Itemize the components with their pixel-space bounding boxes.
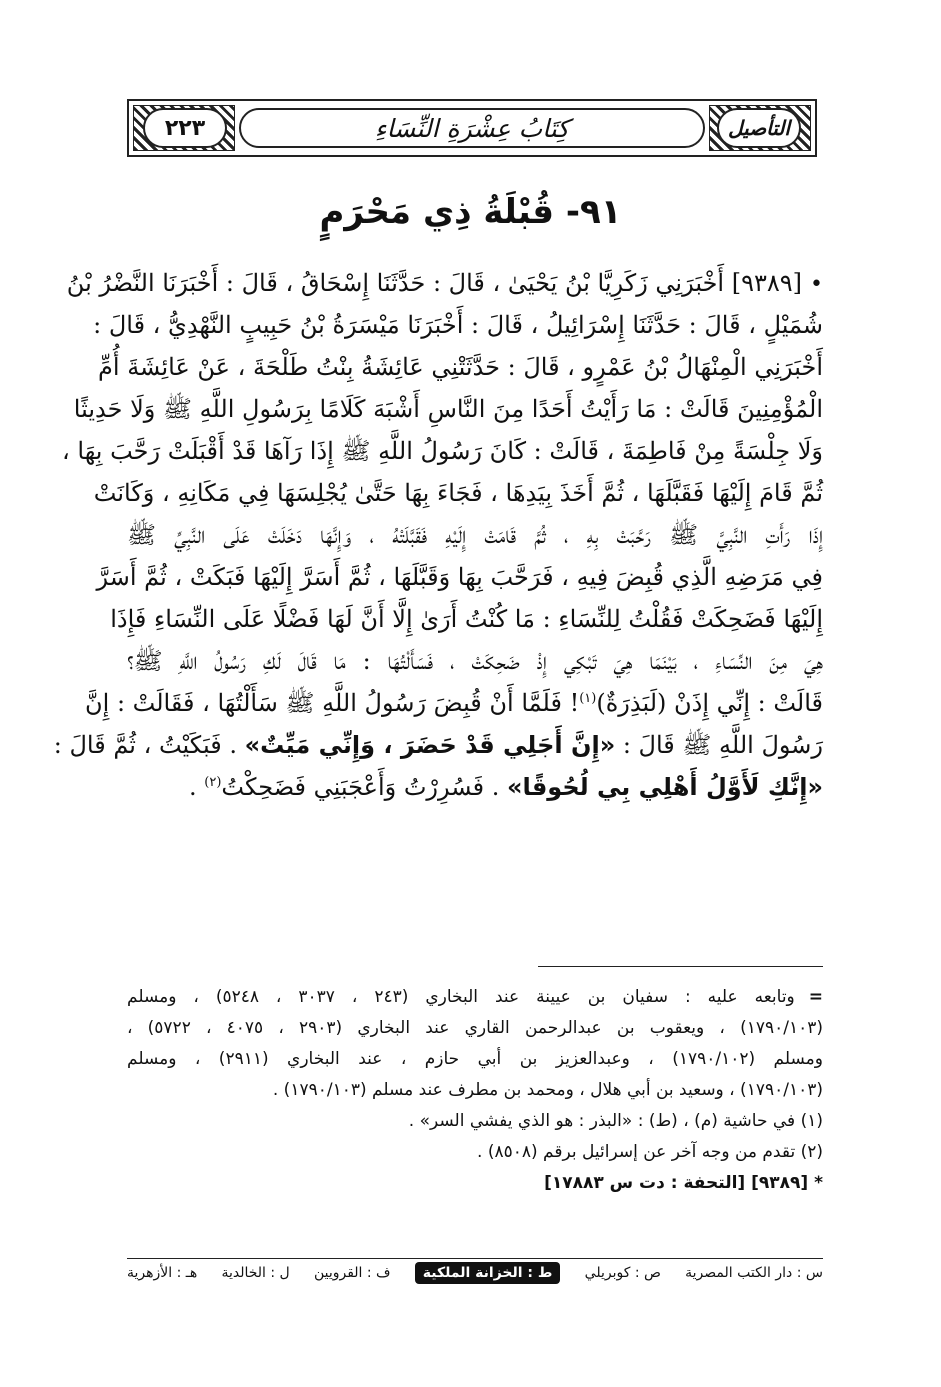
footnote-1: (١) في حاشية (م) ، (ط) : «البذر : هو الذي يفشي السر» . bbox=[408, 1111, 823, 1131]
page-number-cartouche bbox=[143, 108, 227, 148]
legend-item: س : دار الكتب المصرية bbox=[685, 1265, 823, 1281]
tuhfa-reference: * [٩٣٨٩] [التحفة : دت س ١٧٨٨٣] bbox=[544, 1173, 823, 1193]
running-header bbox=[127, 99, 817, 157]
logo-text: التأصيل bbox=[728, 116, 790, 140]
publisher-logo bbox=[717, 108, 801, 148]
footnote-line: (١٧٩٠/١٠٣) ، وسعيد بن أبي هلال ، ومحمد بن مطرف عند مسلم (١٧٩٠/١٠٣) . bbox=[272, 1080, 823, 1100]
text-line: إِذَا رَأَتِ النَّبِيَّ ﷺ رَحَّبَتْ بِهِ ، ثُمَّ قَامَتْ إِلَيْهِ فَقَبَّلَتْهُ ، وَإِنَّهَا دَخَلَتْ عَلَى النَّبِيِّ ﷺ bbox=[127, 521, 823, 549]
footnote-ref[interactable]: (١) bbox=[579, 691, 597, 706]
footnote-line: ومسلم (١٧٩٠/١٠٢) ، وعبدالعزيز بن أبي حازم ، عند البخاري (٢٩١١) ، ومسلم bbox=[127, 1049, 823, 1069]
page-number: ٢٢٣ bbox=[164, 115, 206, 141]
continuation-mark: = bbox=[808, 987, 824, 1007]
text-line: ثُمَّ قَامَ إِلَيْهَا فَقَبَّلَهَا ، ثُمَّ أَخَذَ بِيَدِهَا ، فَجَاءَ بِهَا حَتَّىٰ يُجْلِسَهَا فِي مَكَانِهِ ، وَكَانَتْ bbox=[93, 479, 823, 507]
footnote-line: (١٧٩٠/١٠٣) ، ويعقوب بن عبدالرحمن القاري عند البخاري (٢٩٠٣ ، ٤٠٧٥ ، ٥٧٢٢) ، bbox=[127, 1018, 823, 1038]
legend-item: هـ : الأزهرية bbox=[127, 1265, 198, 1281]
legend-item: ص : كوبريلي bbox=[584, 1265, 661, 1281]
footnote-ref[interactable]: (٢) bbox=[204, 775, 222, 790]
footnote-separator bbox=[538, 966, 823, 967]
text-line: هِيَ مِنَ النِّسَاءِ ، بَيْنَمَا هِيَ تَبْكِي إِذْ ضَحِكَتْ ، فَسَأَلْتُهَا : مَا قَالَ لَكِ رَسُولُ اللَّهِ ﷺ؟ bbox=[127, 647, 823, 675]
text-line: الْمُؤْمِنِينَ قَالَتْ : مَا رَأَيْتُ أَحَدًا مِنَ النَّاسِ أَشْبَهَ كَلَامًا بِرَسُولِ اللَّهِ ﷺ وَلَا حَدِيثًا bbox=[73, 395, 823, 423]
running-title: كِتَابُ عِشْرَةِ النِّسَاءِ bbox=[374, 113, 570, 143]
text-line: شُمَيْلٍ ، قَالَ : حَدَّثَنَا إِسْرَائِيلُ ، قَالَ : أَخْبَرَنَا مَيْسَرَةُ بْنُ حَبِيبٍ النَّهْدِيُّ ، قَالَ : bbox=[93, 311, 823, 339]
legend-item: ف : القرويين bbox=[313, 1265, 391, 1281]
prophetic-quote: «إِنَّ أَجَلِي قَدْ حَضَرَ ، وَإِنِّي مَيِّتٌ» bbox=[244, 731, 616, 759]
footer-rule bbox=[127, 1258, 823, 1259]
text-line: وَلَا جِلْسَةً مِنْ فَاطِمَةَ ، قَالَتْ : كَانَ رَسُولُ اللَّهِ ﷺ إِذَا رَآهَا قَدْ أَقْبَلَتْ رَحَّبَ بِهَا ، bbox=[62, 437, 823, 465]
text-line: أَخْبَرَنِي الْمِنْهَالُ بْنُ عَمْرٍو ، قَالَ : حَدَّثَتْنِي عَائِشَةُ بِنْتُ طَلْحَةَ ، عَنْ عَائِشَةَ أُمِّ bbox=[98, 353, 823, 381]
text-line: فِي مَرَضِهِ الَّذِي قُبِضَ فِيهِ ، فَرَحَّبَ بِهَا وَقَبَّلَهَا ، ثُمَّ أَسَرَّ إِلَيْهَا فَبَكَتْ ، ثُمَّ أَسَرَّ bbox=[96, 563, 823, 591]
text-line: «إِنَّكِ لَأَوَّلُ أَهْلِي بِي لُحُوقًا» . فَسُرِرْتُ وَأَعْجَبَنِي فَضَحِكْتُ$^{(٢)}$ . bbox=[189, 773, 823, 801]
text-line: إِلَيْهَا فَضَحِكَتْ فَقُلْتُ لِلنِّسَاءِ : مَا كُنْتُ أَرَىٰ إِلَّا أَنَّ لَهَا فَضْلًا عَلَى النِّسَاءِ فَإِذَا bbox=[110, 605, 823, 633]
footnote-line: =وتابعه عليه : سفيان بن عيينة عند البخاري (٢٤٣ ، ٣٠٣٧ ، ٥٢٤٨) ، ومسلم bbox=[127, 982, 823, 1013]
running-title-cartouche bbox=[239, 108, 705, 148]
footnote-2: (٢) تقدم من وجه آخر عن إسرائيل برقم (٨٥٠٨) . bbox=[477, 1142, 823, 1162]
text-line: رَسُولَ اللَّهِ ﷺ قَالَ : «إِنَّ أَجَلِي قَدْ حَضَرَ ، وَإِنِّي مَيِّتٌ» . فَبَكَيْتُ ، ثُمَّ قَالَ : bbox=[53, 731, 823, 759]
manuscript-legend bbox=[127, 1262, 823, 1284]
chapter-heading: ٩١- قُبْلَةُ ذِي مَحْرَمٍ bbox=[319, 192, 622, 232]
legend-item: ل : الخالدية bbox=[221, 1265, 290, 1281]
text-line: •[٩٣٨٩] أَخْبَرَنِي زَكَرِيَّا بْنُ يَحْيَىٰ ، قَالَ : حَدَّثَنَا إِسْحَاقُ ، قَالَ : أَخْبَرَنَا النَّضْرُ بْنُ bbox=[127, 262, 823, 304]
hadith-text bbox=[53, 262, 823, 808]
legend-item-highlighted: ط : الخزانة الملكية bbox=[415, 1262, 561, 1284]
text-line: قَالَتْ : إِنِّي إِذَنْ (لَبَذِرَةٌ)$^{(١)}$! فَلَمَّا أَنْ قُبِضَ رَسُولُ اللَّهِ ﷺ سَأَلْتُهَا ، فَقَالَتْ : إِنَّ bbox=[85, 689, 823, 717]
prophetic-quote: «إِنَّكِ لَأَوَّلُ أَهْلِي بِي لُحُوقًا» bbox=[507, 773, 823, 801]
bullet-icon: • bbox=[810, 272, 823, 297]
footnotes bbox=[127, 982, 823, 1199]
